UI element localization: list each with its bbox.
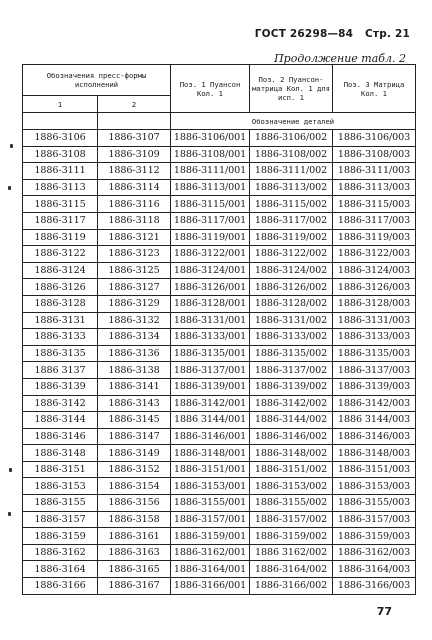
parts-header: Обозначение деталей <box>171 113 416 130</box>
table-cell: 1886-3115/002 <box>250 196 333 213</box>
table-cell: 1886-3145 <box>98 412 171 429</box>
table-cell: 1886-3108/002 <box>250 146 333 163</box>
table-row <box>23 312 416 329</box>
table-cell: 1886-3128/003 <box>333 295 416 312</box>
table-cell: 1886-3139/003 <box>333 378 416 395</box>
table-cell: 1886-3139/002 <box>250 378 333 395</box>
table-cell: 1886-3111/002 <box>250 163 333 180</box>
table-cell: 1886-3126/003 <box>333 279 416 296</box>
table-cell: 1886-3153/003 <box>333 478 416 495</box>
table-cell: 1886-3151/003 <box>333 461 416 478</box>
table-cell: 1886-3125 <box>98 262 171 279</box>
table-cell: 1886-3134 <box>98 329 171 346</box>
table-cell: 1886-3115 <box>23 196 98 213</box>
table-row <box>23 544 416 561</box>
table-cell: 1886-3155/003 <box>333 495 416 512</box>
table-row <box>23 246 416 263</box>
table-cell: 1886-3129 <box>98 295 171 312</box>
page-number: 77 <box>376 605 392 618</box>
table-cell: 1886-3121 <box>98 229 171 246</box>
table-cell: 1886-3108 <box>23 146 98 163</box>
table-row <box>23 229 416 246</box>
table-cell: 1886-3117/003 <box>333 212 416 229</box>
table-cell: 1886-3111/003 <box>333 163 416 180</box>
col3-header: Поз. 1 Пуансон Кол. 1 <box>171 65 250 113</box>
table-row <box>23 362 416 379</box>
table-cell: 1886-3139 <box>23 378 98 395</box>
table-cell: 1886-3146/001 <box>171 428 250 445</box>
table-cell: 1886-3131/002 <box>250 312 333 329</box>
col4-header: Поз. 2 Пуансон-матрица Кол. 1 для исп. 1 <box>250 65 333 113</box>
table-row <box>23 495 416 512</box>
table-cell: 1886-3132 <box>98 312 171 329</box>
table-cell: 1886-3153/002 <box>250 478 333 495</box>
table-cell: 1886-3166/002 <box>250 578 333 595</box>
designations-table <box>22 64 416 595</box>
table-cell: 1886-3117/001 <box>171 212 250 229</box>
table-row <box>23 179 416 196</box>
table-cell: 1886-3119 <box>23 229 98 246</box>
table-cell: 1886-3151/001 <box>171 461 250 478</box>
table-cell: 1886-3146/003 <box>333 428 416 445</box>
table-cell: 1886-3159/003 <box>333 528 416 545</box>
table-cell: 1886-3122/001 <box>171 246 250 263</box>
table-cell: 1886-3146 <box>23 428 98 445</box>
table-row <box>23 428 416 445</box>
table-cell: 1886-3128/001 <box>171 295 250 312</box>
table-cell: 1886-3152 <box>98 461 171 478</box>
table-cell: 1886-3149 <box>98 445 171 462</box>
table-row <box>23 196 416 213</box>
table-row <box>23 511 416 528</box>
table-cell: 1886-3164/003 <box>333 561 416 578</box>
table-cell: 1886-3122/003 <box>333 246 416 263</box>
table-cell: 1886-3157/003 <box>333 511 416 528</box>
table-cell: 1886-3156 <box>98 495 171 512</box>
table-cell: 1886-3106 <box>23 130 98 147</box>
table-cell: 1886-3106/003 <box>333 130 416 147</box>
table-cell: 1886-3113 <box>23 179 98 196</box>
table-cell: 1886-3158 <box>98 511 171 528</box>
table-cell: 1886-3166 <box>23 578 98 595</box>
table-cell: 1886-3161 <box>98 528 171 545</box>
table-cell: 1886-3153/001 <box>171 478 250 495</box>
table-row <box>23 395 416 412</box>
table-cell: 1886-3111 <box>23 163 98 180</box>
table-cell: 1886-3133/002 <box>250 329 333 346</box>
table-cell: 1886-3106/001 <box>171 130 250 147</box>
table-cell: 1886-3143 <box>98 395 171 412</box>
table-cell: 1886-3157/002 <box>250 511 333 528</box>
table-row <box>23 163 416 180</box>
table-cell: 1886-3147 <box>98 428 171 445</box>
page-label: Стр. 21 <box>365 28 410 40</box>
table-cell: 1886-3164/002 <box>250 561 333 578</box>
table-cell: 1886-3115/003 <box>333 196 416 213</box>
table-cell: 1886-3122 <box>23 246 98 263</box>
table-cell: 1886-3119/001 <box>171 229 250 246</box>
table-cell: 1886-3163 <box>98 544 171 561</box>
table-cell: 1886-3107 <box>98 130 171 147</box>
table-row <box>23 295 416 312</box>
table-cell: 1886-3153 <box>23 478 98 495</box>
table-cell: 1886-3142 <box>23 395 98 412</box>
table-cell: 1886-3127 <box>98 279 171 296</box>
table-cell: 1886-3116 <box>98 196 171 213</box>
table-cell: 1886-3113/001 <box>171 179 250 196</box>
table-cell: 1886-3144 <box>23 412 98 429</box>
table-cell: 1886-3124/003 <box>333 262 416 279</box>
col5-header: Поз. 3 Матрица Кол. 1 <box>333 65 416 113</box>
table-cell: 1886-3148/001 <box>171 445 250 462</box>
table-cell: 1886-3131 <box>23 312 98 329</box>
table-cell: 1886-3151 <box>23 461 98 478</box>
table-cell: 1886 3144/003 <box>333 412 416 429</box>
table-cell: 1886-3159/002 <box>250 528 333 545</box>
table-row <box>23 561 416 578</box>
table-cell: 1886-3117/002 <box>250 212 333 229</box>
table-cell: 1886-3124 <box>23 262 98 279</box>
table-cell: 1886-3118 <box>98 212 171 229</box>
table-cell: 1886-3162/001 <box>171 544 250 561</box>
table-cell: 1886-3162/003 <box>333 544 416 561</box>
table-cell: 1886-3155/001 <box>171 495 250 512</box>
table-cell: 1886-3124/001 <box>171 262 250 279</box>
table-cell: 1886-3136 <box>98 345 171 362</box>
table-row <box>23 146 416 163</box>
table-cell: 1886-3123 <box>98 246 171 263</box>
col1-label: 1 <box>23 96 98 113</box>
table-cell: 1886-3155/002 <box>250 495 333 512</box>
table-caption: Продолжение табл. 2 <box>274 52 406 65</box>
table-cell: 1886-3166/001 <box>171 578 250 595</box>
table-cell: 1886-3113/003 <box>333 179 416 196</box>
table-body <box>23 130 416 595</box>
table-cell: 1886-3157 <box>23 511 98 528</box>
table-cell: 1886-3142/003 <box>333 395 416 412</box>
table-cell: 1886-3164/001 <box>171 561 250 578</box>
table-cell: 1886-3128/002 <box>250 295 333 312</box>
table-cell: 1886-3159 <box>23 528 98 545</box>
table-cell: 1886-3126/002 <box>250 279 333 296</box>
col2-label: 2 <box>98 96 171 113</box>
table-cell: 1886-3135/001 <box>171 345 250 362</box>
table-cell: 1886-3113/002 <box>250 179 333 196</box>
table-cell: 1886-3126 <box>23 279 98 296</box>
table-cell: 1886-3131/003 <box>333 312 416 329</box>
table-cell: 1886-3133/001 <box>171 329 250 346</box>
table-row <box>23 528 416 545</box>
table-cell: 1886-3148/003 <box>333 445 416 462</box>
scan-speck <box>8 186 11 190</box>
table-cell: 1886-3146/002 <box>250 428 333 445</box>
table-cell: 1886-3122/002 <box>250 246 333 263</box>
table-cell: 1886-3124/002 <box>250 262 333 279</box>
table-cell: 1886-3111/001 <box>171 163 250 180</box>
table-cell: 1886-3148/002 <box>250 445 333 462</box>
table-row <box>23 130 416 147</box>
table-cell: 1886-3159/001 <box>171 528 250 545</box>
table-cell: 1886-3151/002 <box>250 461 333 478</box>
table-cell: 1886-3112 <box>98 163 171 180</box>
table-cell: 1886 3162/002 <box>250 544 333 561</box>
table-cell: 1886-3133/003 <box>333 329 416 346</box>
table-row <box>23 578 416 595</box>
table-cell: 1886-3119/002 <box>250 229 333 246</box>
table-cell: 1886-3137/003 <box>333 362 416 379</box>
table-cell: 1886-3137/002 <box>250 362 333 379</box>
table-cell: 1886-3148 <box>23 445 98 462</box>
table-cell: 1886-3115/001 <box>171 196 250 213</box>
table-cell: 1886-3114 <box>98 179 171 196</box>
table-cell: 1886-3165 <box>98 561 171 578</box>
table-cell: 1886 3137 <box>23 362 98 379</box>
blank-cell <box>23 113 98 130</box>
table-cell: 1886-3135/002 <box>250 345 333 362</box>
table-cell: 1886-3106/002 <box>250 130 333 147</box>
table-row <box>23 262 416 279</box>
table-row <box>23 212 416 229</box>
scan-speck <box>9 468 12 472</box>
table-cell: 1886-3133 <box>23 329 98 346</box>
table-cell: 1886-3137/001 <box>171 362 250 379</box>
table-row <box>23 378 416 395</box>
table-cell: 1886-3119/003 <box>333 229 416 246</box>
table-cell: 1886-3108/001 <box>171 146 250 163</box>
table-row <box>23 461 416 478</box>
table-cell: 1886-3166/003 <box>333 578 416 595</box>
table-row <box>23 412 416 429</box>
scan-speck <box>8 512 11 516</box>
table-row <box>23 445 416 462</box>
standard-code: ГОСТ 26298—84 <box>254 28 354 40</box>
blank-cell <box>98 113 171 130</box>
table-cell: 1886-3157/001 <box>171 511 250 528</box>
table-cell: 1886-3126/001 <box>171 279 250 296</box>
table-cell: 1886-3167 <box>98 578 171 595</box>
scan-speck <box>10 144 13 148</box>
table-row <box>23 345 416 362</box>
table-cell: 1886-3131/001 <box>171 312 250 329</box>
table-cell: 1886-3144/002 <box>250 412 333 429</box>
table-cell: 1886-3108/003 <box>333 146 416 163</box>
table-cell: 1886-3142/001 <box>171 395 250 412</box>
table-cell: 1886-3142/002 <box>250 395 333 412</box>
table-cell: 1886-3128 <box>23 295 98 312</box>
table-cell: 1886-3138 <box>98 362 171 379</box>
table-cell: 1886-3141 <box>98 378 171 395</box>
document-header <box>255 28 410 40</box>
table-cell: 1886-3135/003 <box>333 345 416 362</box>
table-cell: 1886-3155 <box>23 495 98 512</box>
table-cell: 1886-3154 <box>98 478 171 495</box>
table-row <box>23 478 416 495</box>
table-cell: 1886-3162 <box>23 544 98 561</box>
group-header: Обозначения пресс-формы исполнений <box>23 65 171 96</box>
table-row <box>23 279 416 296</box>
table-cell: 1886 3144/001 <box>171 412 250 429</box>
table-cell: 1886-3109 <box>98 146 171 163</box>
table-cell: 1886-3139/001 <box>171 378 250 395</box>
table-cell: 1886-3135 <box>23 345 98 362</box>
table-cell: 1886-3117 <box>23 212 98 229</box>
table-row <box>23 329 416 346</box>
table-cell: 1886-3164 <box>23 561 98 578</box>
